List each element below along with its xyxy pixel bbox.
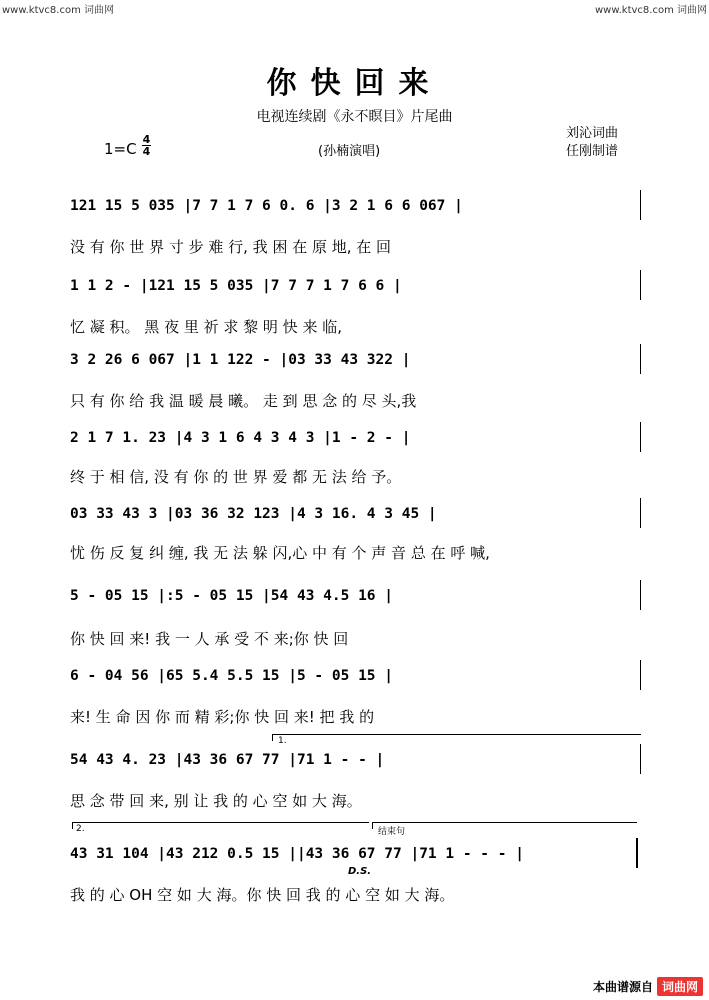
key-signature: 1=C <box>104 140 137 158</box>
song-title: 你快回来 <box>266 66 443 101</box>
notation-line-5: 03 33 43 3 |03 36 32 123 |4 3 16. 4 3 45 | <box>70 506 437 522</box>
barline <box>640 270 641 300</box>
lyric-line-4: 终 于 相 信, 没 有 你 的 世 界 爱 都 无 法 给 予。 <box>70 468 402 486</box>
arranger-credit: 任刚制谱 <box>566 144 619 159</box>
second-ending-label: 2. <box>76 824 85 834</box>
notation-line-4: 2 1 7 1. 23 |4 3 1 6 4 3 4 3 |1 - 2 - | <box>70 430 411 446</box>
footer-source <box>593 977 703 996</box>
lyric-line-5: 忧 伤 反 复 纠 缠, 我 无 法 躲 闪,心 中 有 个 声 音 总 在 呼 喊, <box>70 544 490 562</box>
ending-phrase-bracket <box>372 822 637 829</box>
barline <box>640 344 641 374</box>
lyric-line-1: 没 有 你 世 界 寸 步 难 行, 我 困 在 原 地, 在 回 <box>70 238 392 256</box>
ending-phrase-label: 结束句 <box>378 827 406 837</box>
footer-source-text: 本曲谱源自 <box>592 980 653 994</box>
final-barline <box>636 838 638 868</box>
footer-site-badge: 词曲网 <box>657 977 703 996</box>
lyric-line-7: 来! 生 命 因 你 而 精 彩;你 快 回 来! 把 我 的 <box>70 708 375 726</box>
lyric-line-9: 我 的 心 OH 空 如 大 海。你 快 回 我 的 心 空 如 大 海。 <box>70 886 455 904</box>
notation-line-8: 54 43 4. 23 |43 36 67 77 |71 1 - - | <box>70 752 385 768</box>
second-ending-bracket <box>72 822 369 829</box>
lyric-line-3: 只 有 你 给 我 温 暖 晨 曦。 走 到 思 念 的 尽 头,我 <box>70 392 417 410</box>
lyric-line-8: 思 念 带 回 来, 别 让 我 的 心 空 如 大 海。 <box>70 792 362 810</box>
barline <box>640 422 641 452</box>
first-ending-label: 1. <box>278 736 287 746</box>
song-subtitle: 电视连续剧《永不瞑目》片尾曲 <box>256 109 453 125</box>
lyric-line-2: 忆 凝 积。 黑 夜 里 祈 求 黎 明 快 来 临, <box>70 318 342 336</box>
time-signature-top: 4 <box>142 133 151 146</box>
ds-mark: D.S. <box>348 866 372 877</box>
lyricist-credit: 刘沁词曲 <box>566 126 619 141</box>
singer-credit: (孙楠演唱) <box>318 144 381 159</box>
notation-line-7: 6 - 04 56 |65 5.4 5.5 15 |5 - 05 15 | <box>70 668 394 684</box>
time-signature <box>142 134 151 157</box>
notation-line-2: 1 1 2 - |121 15 5 035 |7 7 7 1 7 6 6 | <box>70 278 402 294</box>
notation-line-1: 121 15 5 035 |7 7 1 7 6 0. 6 |3 2 1 6 6 067 | <box>70 198 463 214</box>
barline <box>640 744 641 774</box>
lyric-line-6: 你 快 回 来! 我 一 人 承 受 不 来;你 快 回 <box>70 630 349 648</box>
notation-line-9: 43 31 104 |43 212 0.5 15 ||43 36 67 77 |71 1 - - - | <box>70 846 524 862</box>
notation-line-6: 5 - 05 15 |:5 - 05 15 |54 43 4.5 16 | <box>70 588 394 604</box>
barline <box>640 498 641 528</box>
notation-line-3: 3 2 26 6 067 |1 1 122 - |03 33 43 322 | <box>70 352 411 368</box>
watermark-right: www.ktvc8.com 词曲网 <box>594 5 707 16</box>
first-ending-bracket <box>272 734 641 741</box>
time-signature-bottom: 4 <box>142 145 151 158</box>
watermark-left: www.ktvc8.com 词曲网 <box>2 5 115 16</box>
barline <box>640 580 641 610</box>
barline <box>640 660 641 690</box>
barline <box>640 190 641 220</box>
